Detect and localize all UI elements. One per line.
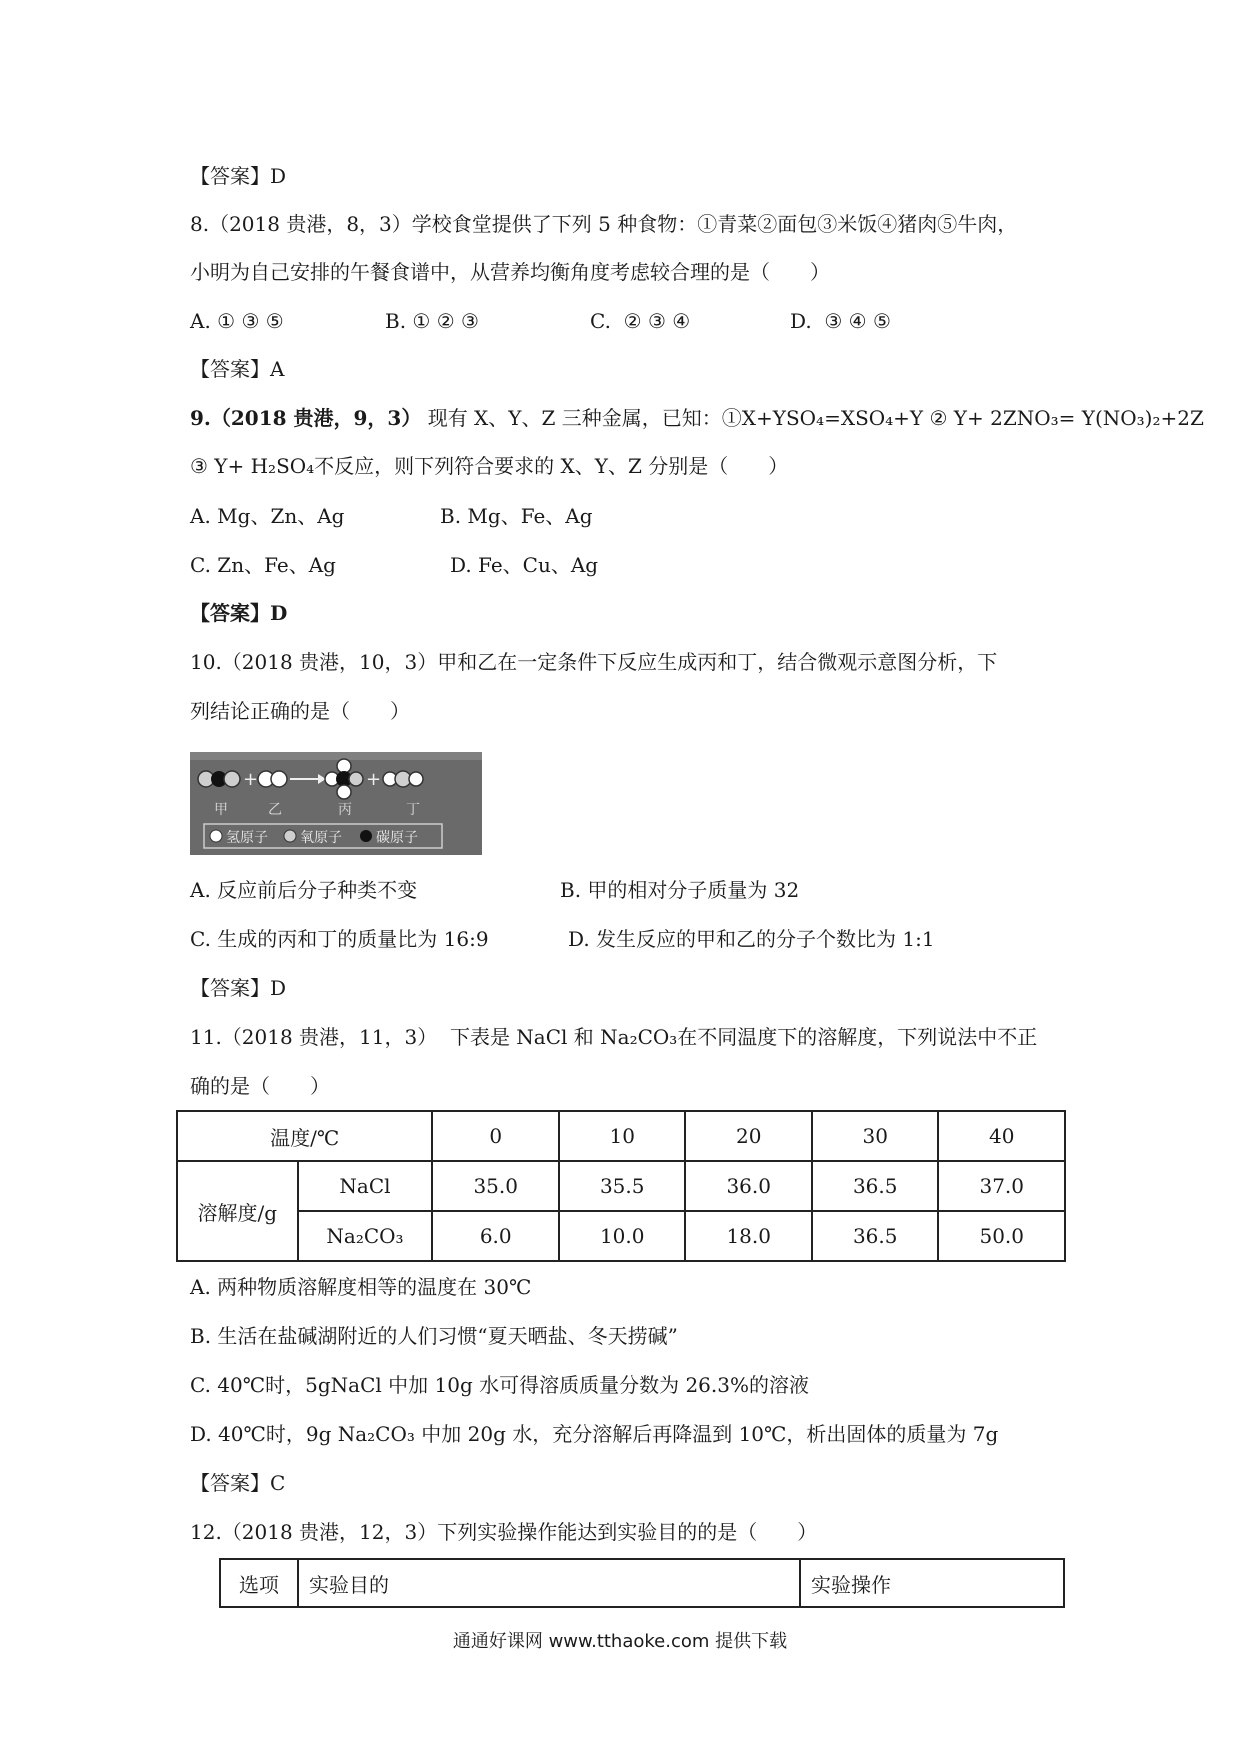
q9-heading: 9.（2018 贵港，9，3） (190, 406, 422, 430)
value-cell: 10.0 (559, 1211, 686, 1261)
experiment-table (219, 1558, 1065, 1608)
substance-cell: Na₂CO₃ (298, 1211, 433, 1261)
q9-stem-line1 (190, 404, 1204, 432)
label-jia: 甲 (214, 802, 228, 818)
molecule-diagram-svg (190, 752, 482, 855)
q8-option-a: A. ① ③ ⑤ (190, 309, 284, 333)
value-cell: 35.0 (432, 1161, 559, 1211)
q8-option-b: B. ① ② ③ (385, 309, 479, 333)
answer-q11: 【答案】C (190, 1471, 286, 1495)
q8-option-d: D. ③ ④ ⑤ (790, 309, 891, 333)
q8-stem-line2: 小明为自己安排的午餐食谱中，从营养均衡角度考虑较合理的是（ ） (190, 260, 830, 284)
legend-hydrogen: 氢原子 (226, 830, 268, 846)
value-cell: 36.5 (812, 1161, 939, 1211)
q9-stem-text: 现有 X、Y、Z 三种金属，已知：①X+YSO₄=XSO₄+Y ② Y+ 2ZNO₃= Y(NO₃)₂+2Z (421, 406, 1204, 430)
q10-option-c: C. 生成的丙和丁的质量比为 16:9 (190, 927, 489, 951)
q8-option-c: C. ② ③ ④ (590, 309, 691, 333)
value-cell: 36.0 (685, 1161, 812, 1211)
temp-cell: 0 (432, 1111, 559, 1161)
svg-text:+: + (243, 769, 259, 790)
q11-option-d: D. 40℃时，9g Na₂CO₃ 中加 20g 水，充分溶解后再降温到 10℃，析出固体的质量为 7g (190, 1422, 999, 1446)
temp-cell: 40 (938, 1111, 1065, 1161)
table-row (177, 1161, 1065, 1211)
legend-oxygen: 氧原子 (300, 830, 342, 846)
solubility-table (176, 1110, 1066, 1262)
value-cell: 18.0 (685, 1211, 812, 1261)
header-purpose: 实验目的 (298, 1559, 800, 1607)
table-header-row (220, 1559, 1064, 1607)
page-footer: 通通好课网 www.tthaoke.com 提供下载 (452, 1631, 788, 1652)
answer-q8: 【答案】A (190, 357, 285, 381)
q9-option-a: A. Mg、Zn、Ag (190, 504, 345, 528)
answer-q10: 【答案】D (190, 976, 287, 1000)
value-cell: 50.0 (938, 1211, 1065, 1261)
value-cell: 35.5 (559, 1161, 686, 1211)
q10-option-b: B. 甲的相对分子质量为 32 (560, 878, 800, 902)
solubility-header-cell: 溶解度/g (177, 1161, 298, 1261)
q9-option-c: C. Zn、Fe、Ag (190, 553, 336, 577)
q11-stem-line2: 确的是（ ） (190, 1074, 330, 1098)
table-row (177, 1211, 1065, 1261)
q10-stem-line1: 10.（2018 贵港，10，3）甲和乙在一定条件下反应生成丙和丁，结合微观示意图分析，下 (190, 650, 998, 674)
q11-option-b: B. 生活在盐碱湖附近的人们习惯“夏天晒盐、冬天捞碱” (190, 1324, 678, 1348)
temp-header-cell: 温度/℃ (177, 1111, 432, 1161)
q9-option-b: B. Mg、Fe、Ag (440, 504, 593, 528)
svg-text:+: + (366, 769, 382, 790)
q11-option-c: C. 40℃时，5gNaCl 中加 10g 水可得溶质质量分数为 26.3%的溶液 (190, 1373, 809, 1397)
reaction-diagram (190, 752, 482, 855)
q12-stem: 12.（2018 贵港，12，3）下列实验操作能达到实验目的的是（ ） (190, 1520, 818, 1544)
legend-carbon: 碳原子 (376, 830, 418, 846)
q10-option-d: D. 发生反应的甲和乙的分子个数比为 1:1 (568, 927, 935, 951)
table-header-row (177, 1111, 1065, 1161)
temp-cell: 30 (812, 1111, 939, 1161)
substance-cell: NaCl (298, 1161, 433, 1211)
answer-q9: 【答案】D (190, 601, 288, 625)
q10-stem-line2: 列结论正确的是（ ） (190, 699, 410, 723)
answer-q7: 【答案】D (190, 164, 287, 188)
label-yi: 乙 (268, 802, 282, 818)
q9-stem-line2: ③ Y+ H₂SO₄不反应，则下列符合要求的 X、Y、Z 分别是（ ） (190, 454, 789, 478)
q10-option-a: A. 反应前后分子种类不变 (190, 878, 418, 902)
temp-cell: 10 (559, 1111, 686, 1161)
label-ding: 丁 (406, 802, 420, 818)
q11-option-a: A. 两种物质溶解度相等的温度在 30℃ (190, 1275, 532, 1299)
temp-cell: 20 (685, 1111, 812, 1161)
q11-stem-line1: 11.（2018 贵港，11，3） 下表是 NaCl 和 Na₂CO₃在不同温度下的溶解度，下列说法中不正 (190, 1025, 1038, 1049)
q9-option-d: D. Fe、Cu、Ag (450, 553, 599, 577)
value-cell: 36.5 (812, 1211, 939, 1261)
label-bing: 丙 (338, 802, 352, 818)
value-cell: 6.0 (432, 1211, 559, 1261)
header-option: 选项 (220, 1559, 298, 1607)
value-cell: 37.0 (938, 1161, 1065, 1211)
q8-stem-line1: 8.（2018 贵港，8，3）学校食堂提供了下列 5 种食物：①青菜②面包③米饭④猪肉⑤牛肉， (190, 212, 1018, 236)
header-operation: 实验操作 (800, 1559, 1064, 1607)
